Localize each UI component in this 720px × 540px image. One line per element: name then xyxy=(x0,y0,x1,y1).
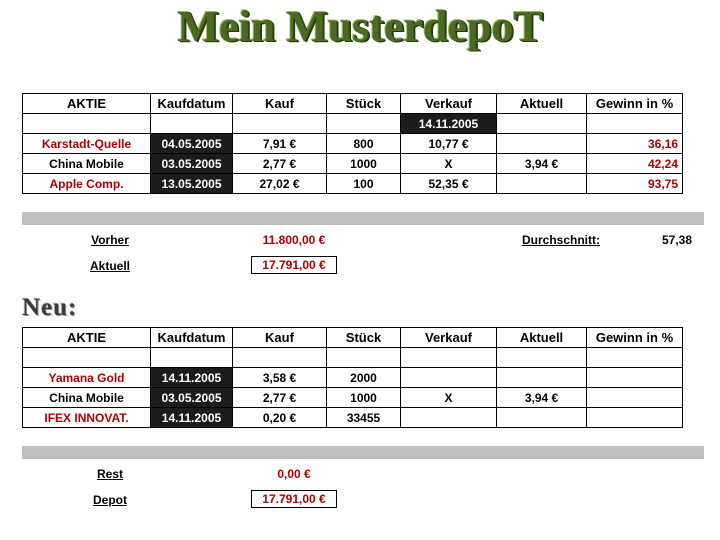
summary-depot-label: Depot xyxy=(93,493,127,507)
cell-aktie: Yamana Gold xyxy=(23,368,151,388)
cell-kaufdatum: 04.05.2005 xyxy=(151,134,233,154)
cell-stueck: 1000 xyxy=(327,154,401,174)
cell-kauf: 0,20 € xyxy=(233,408,327,428)
column-header-aktie: AKTIE xyxy=(23,328,151,348)
depot-table-top-wrapper xyxy=(22,93,683,194)
table-row xyxy=(23,134,683,154)
summary-durchschnitt-label: Durchschnitt: xyxy=(522,233,600,247)
column-header-kaufdatum: Kaufdatum xyxy=(151,328,233,348)
cell-aktie: China Mobile xyxy=(23,154,151,174)
cell-empty-1 xyxy=(23,348,151,368)
page-title: Mein MusterdepoT xyxy=(177,2,543,51)
column-header-kauf: Kauf xyxy=(233,94,327,114)
column-header-verkauf: Verkauf xyxy=(401,94,497,114)
cell-kaufdatum: 14.11.2005 xyxy=(151,408,233,428)
table-row-spacer xyxy=(23,348,683,368)
summary-aktuell-label: Aktuell xyxy=(89,259,130,273)
cell-kaufdatum: 13.05.2005 xyxy=(151,174,233,194)
table-row xyxy=(23,368,683,388)
cell-empty-2 xyxy=(151,348,233,368)
column-header-aktuell: Aktuell xyxy=(497,328,587,348)
table-header-row xyxy=(23,328,683,348)
table-row xyxy=(23,154,683,174)
cell-empty-3 xyxy=(233,348,327,368)
cell-gewinn: 36,16 xyxy=(587,134,683,154)
table-row xyxy=(23,408,683,428)
cell-aktuell xyxy=(497,134,587,154)
summary-durchschnitt-value: 57,38 xyxy=(661,233,692,247)
cell-verkauf xyxy=(401,408,497,428)
cell-stueck: 33455 xyxy=(327,408,401,428)
cell-aktuell xyxy=(497,408,587,428)
cell-empty-6 xyxy=(497,348,587,368)
depot-table-bottom xyxy=(22,327,683,428)
cell-stueck: 1000 xyxy=(327,388,401,408)
column-header-verkauf: Verkauf xyxy=(401,328,497,348)
column-header-aktuell: Aktuell xyxy=(497,94,587,114)
cell-aktie: Apple Comp. xyxy=(23,174,151,194)
cell-empty-7 xyxy=(587,348,683,368)
section-heading-neu: Neu: xyxy=(22,294,78,321)
cell-kauf: 2,77 € xyxy=(233,388,327,408)
cell-aktuell xyxy=(497,368,587,388)
summary-aktuell-value: 17.791,00 € xyxy=(251,256,336,274)
cell-aktuell: 3,94 € xyxy=(497,388,587,408)
cell-verkauf: X xyxy=(401,154,497,174)
table-row-date xyxy=(23,114,683,134)
cell-gewinn: 93,75 xyxy=(587,174,683,194)
cell-kaufdatum: 03.05.2005 xyxy=(151,154,233,174)
separator-strip-top xyxy=(22,212,704,225)
cell-verkauf: 10,77 € xyxy=(401,134,497,154)
cell-empty-4 xyxy=(327,114,401,134)
cell-stueck: 100 xyxy=(327,174,401,194)
cell-aktuell: 3,94 € xyxy=(497,154,587,174)
summary-depot-value: 17.791,00 € xyxy=(251,490,336,508)
cell-valuation-date: 14.11.2005 xyxy=(401,114,497,134)
summary-aktuell-value-box xyxy=(234,256,354,274)
table-row xyxy=(23,174,683,194)
summary-vorher-label: Vorher xyxy=(91,233,129,247)
separator-strip-bottom xyxy=(22,446,704,459)
summary-rest-label: Rest xyxy=(96,467,123,481)
cell-empty-6 xyxy=(587,114,683,134)
table-row xyxy=(23,388,683,408)
table-header-row xyxy=(23,94,683,114)
cell-stueck: 800 xyxy=(327,134,401,154)
cell-verkauf xyxy=(401,368,497,388)
column-header-gewinn: Gewinn in % xyxy=(587,328,683,348)
cell-empty-5 xyxy=(401,348,497,368)
summary-vorher-value: 11.800,00 € xyxy=(262,233,326,247)
cell-gewinn xyxy=(587,408,683,428)
cell-stueck: 2000 xyxy=(327,368,401,388)
cell-verkauf: 52,35 € xyxy=(401,174,497,194)
depot-table-top xyxy=(22,93,683,194)
column-header-stueck: Stück xyxy=(327,328,401,348)
cell-verkauf: X xyxy=(401,388,497,408)
cell-kaufdatum: 03.05.2005 xyxy=(151,388,233,408)
column-header-kauf: Kauf xyxy=(233,328,327,348)
cell-gewinn xyxy=(587,388,683,408)
cell-empty-2 xyxy=(151,114,233,134)
cell-kauf: 27,02 € xyxy=(233,174,327,194)
column-header-kaufdatum: Kaufdatum xyxy=(151,94,233,114)
cell-empty-5 xyxy=(497,114,587,134)
column-header-gewinn: Gewinn in % xyxy=(587,94,683,114)
depot-table-bottom-wrapper xyxy=(22,327,683,428)
cell-empty-3 xyxy=(233,114,327,134)
cell-empty-4 xyxy=(327,348,401,368)
column-header-stueck: Stück xyxy=(327,94,401,114)
summary-rest-value: 0,00 € xyxy=(277,467,311,481)
cell-gewinn: 42,24 xyxy=(587,154,683,174)
cell-gewinn xyxy=(587,368,683,388)
cell-aktie: Karstadt-Quelle xyxy=(23,134,151,154)
cell-empty-1 xyxy=(23,114,151,134)
cell-aktuell xyxy=(497,174,587,194)
summary-depot-value-box xyxy=(234,490,354,508)
cell-kaufdatum: 14.11.2005 xyxy=(151,368,233,388)
column-header-aktie: AKTIE xyxy=(23,94,151,114)
cell-kauf: 7,91 € xyxy=(233,134,327,154)
cell-kauf: 2,77 € xyxy=(233,154,327,174)
cell-aktie: China Mobile xyxy=(23,388,151,408)
cell-kauf: 3,58 € xyxy=(233,368,327,388)
cell-aktie: IFEX INNOVAT. xyxy=(23,408,151,428)
